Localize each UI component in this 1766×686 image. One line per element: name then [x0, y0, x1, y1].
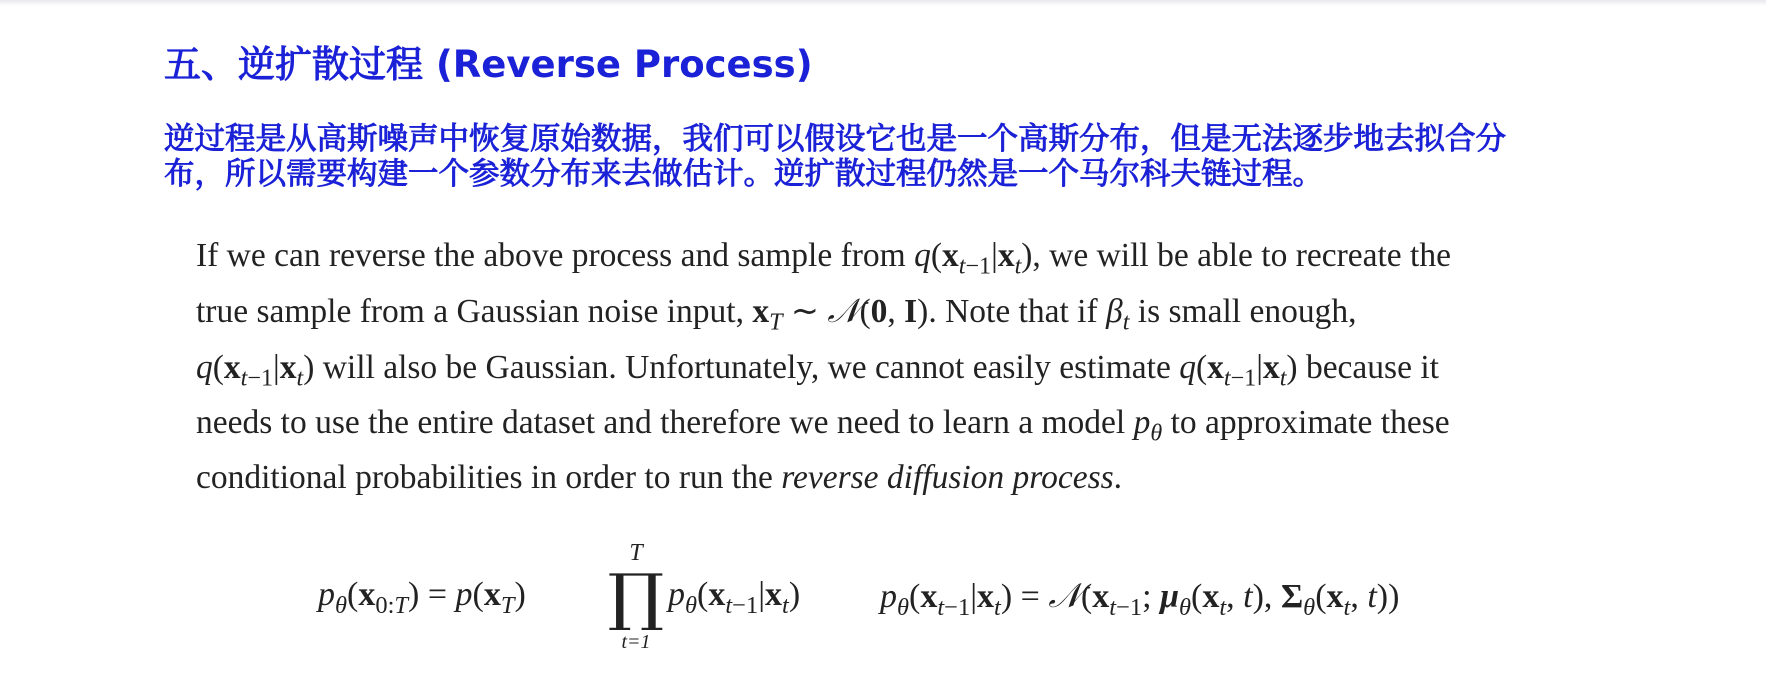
product-upper-limit: T	[629, 540, 643, 566]
paragraph-text: is small enough,	[1129, 293, 1357, 331]
intro-line-2: 布，所以需要构建一个参数分布来去做估计。逆扩散过程仍然是一个马尔科夫链过程。	[164, 157, 1323, 192]
paragraph-line-5	[196, 450, 1696, 505]
paragraph-text: If we can reverse the above process and sample from	[196, 237, 915, 274]
math-q-xt-1-given-xt: $q(x_{t-1}|x_t)$	[1179, 348, 1298, 392]
paragraph-text: , we will be able to recreate the	[1032, 237, 1451, 274]
body-paragraph	[196, 228, 1696, 505]
top-divider	[0, 0, 1766, 6]
section-intro	[164, 122, 1704, 192]
paragraph-text: needs to use the entire dataset and therefore we need to learn a model	[196, 403, 1134, 441]
paragraph-text: true sample from a Gaussian noise input,	[196, 293, 753, 331]
math-xT-normal: $x_T$ ∼ 𝒩(0, I)	[752, 291, 929, 336]
paragraph-line-1	[196, 228, 1696, 283]
math-p-theta: $p_\theta$	[1133, 403, 1163, 447]
math-q-xt-1-given-xt: $q(x_{t-1}|x_t)$	[196, 348, 315, 392]
paragraph-text: to approximate these	[1162, 403, 1450, 441]
paragraph-text: because it	[1297, 348, 1439, 386]
formula-joint-lhs: $p_\theta(x_{0:T}) = p(x_T)$	[318, 576, 526, 619]
formula-conditional: $p_\theta(x_{t-1}|x_t)$ = $𝒩(x_{t-1}$; $\mu_\theta(x_t$, t), $\Sigma_\theta(x_t$, t))	[880, 576, 1400, 621]
paragraph-text: . Note that if	[928, 293, 1107, 331]
product-lower-limit: t=1	[621, 631, 651, 653]
paragraph-line-4	[196, 395, 1696, 450]
product-symbol: ∏	[607, 560, 665, 633]
paragraph-text: .	[1113, 459, 1123, 497]
section-heading: 五、逆扩散过程 (Reverse Process)	[164, 43, 813, 86]
math-beta-t: $\beta_t$	[1106, 293, 1130, 336]
math-q-xt-1-given-xt: $q(x_{t-1}|x_t)$	[914, 237, 1033, 280]
paragraph-text: will also be Gaussian. Unfortunately, we cannot easily estimate	[314, 348, 1180, 386]
emphasis-text: reverse diffusion process	[781, 459, 1114, 497]
paragraph-line-2	[196, 283, 1696, 339]
intro-line-1: 逆过程是从高斯噪声中恢复原始数据，我们可以假设它也是一个高斯分布，但是无法逐步地去拟合分	[164, 122, 1506, 157]
paragraph-text: conditional probabilities in order to run the	[196, 459, 782, 497]
formula-joint-rhs: $p_\theta(x_{t-1}|x_t)$	[668, 576, 801, 619]
product-operator	[606, 540, 666, 652]
paragraph-line-3	[196, 340, 1696, 395]
